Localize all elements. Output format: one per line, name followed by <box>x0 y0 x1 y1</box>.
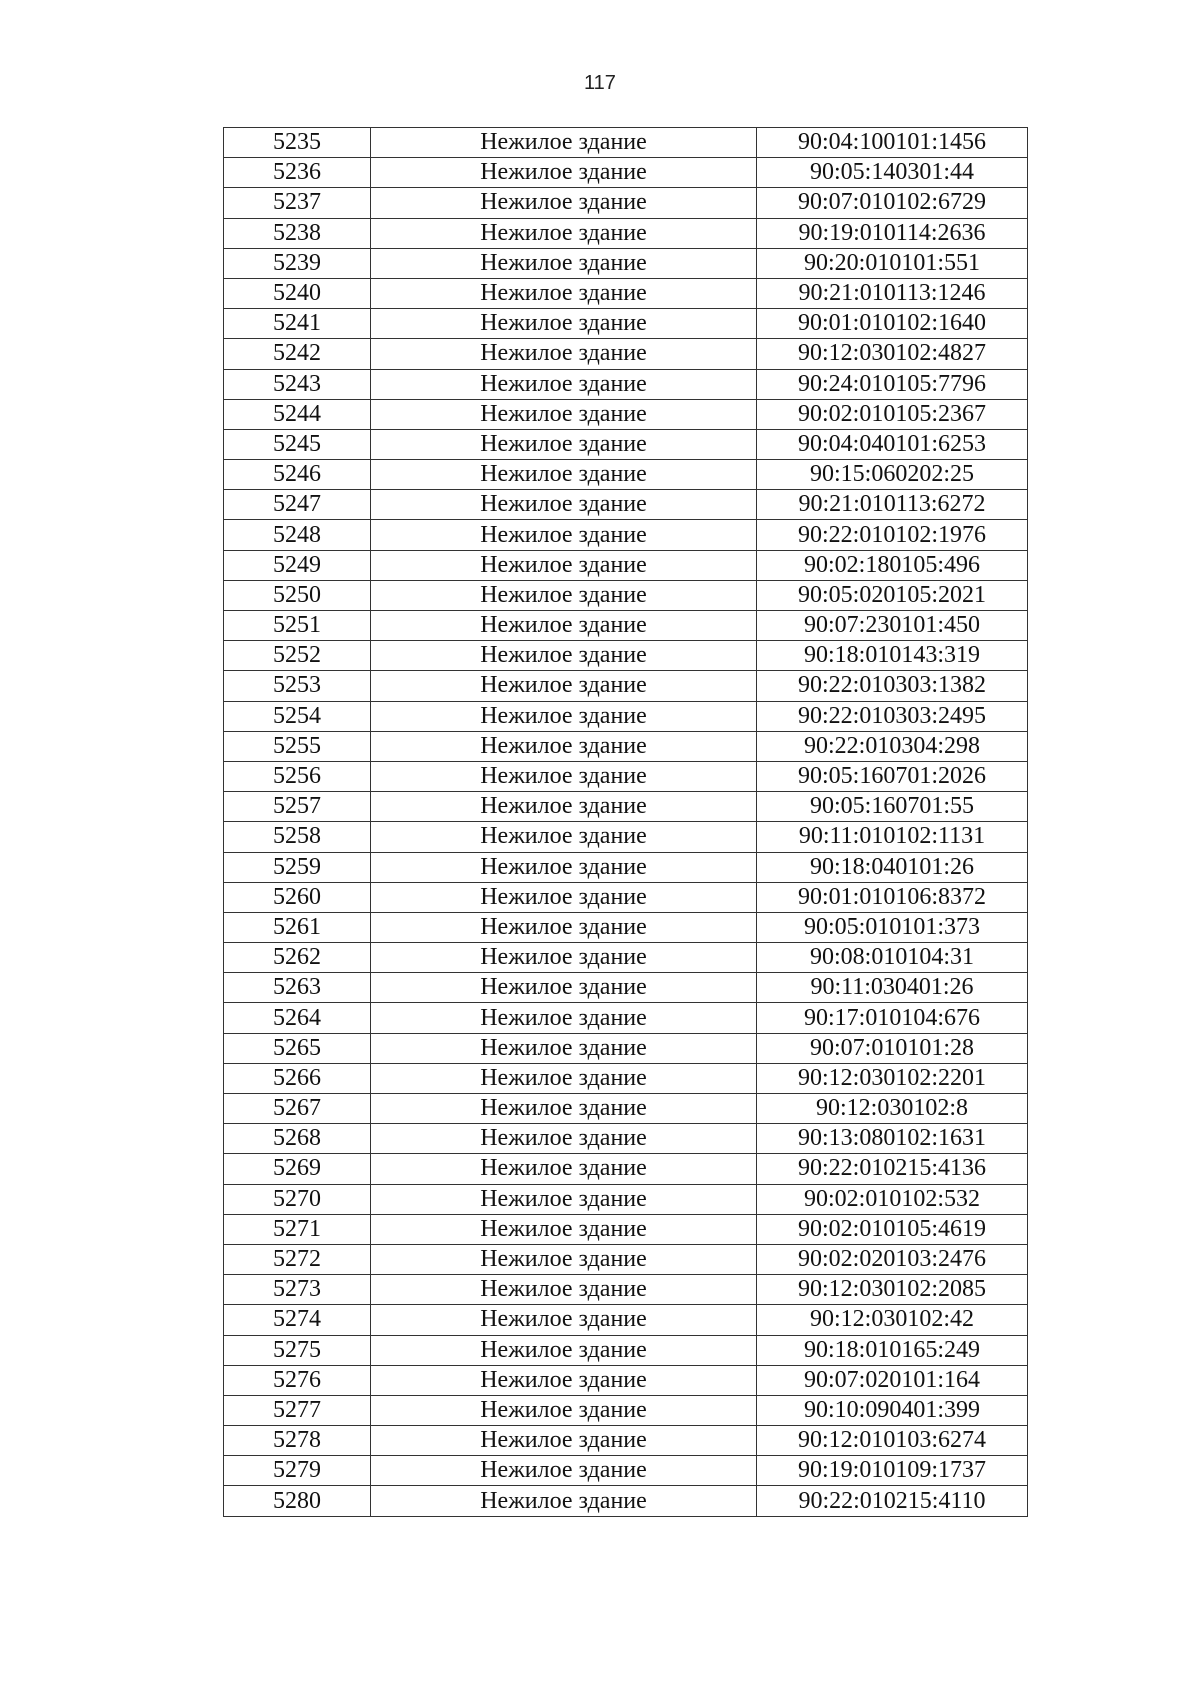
object-type-cell: Нежилое здание <box>371 611 757 641</box>
object-type-cell: Нежилое здание <box>371 1154 757 1184</box>
cadastral-number-cell: 90:07:020101:164 <box>757 1365 1028 1395</box>
table-row <box>224 520 1028 550</box>
registry-table <box>223 127 1028 1517</box>
row-number-cell: 5274 <box>224 1305 371 1335</box>
cadastral-number-cell: 90:21:010113:1246 <box>757 278 1028 308</box>
table-row <box>224 278 1028 308</box>
object-type-cell: Нежилое здание <box>371 1486 757 1516</box>
table-row <box>224 1244 1028 1274</box>
row-number-cell: 5259 <box>224 852 371 882</box>
object-type-cell: Нежилое здание <box>371 369 757 399</box>
row-number-cell: 5241 <box>224 309 371 339</box>
table-row <box>224 912 1028 942</box>
object-type-cell: Нежилое здание <box>371 399 757 429</box>
object-type-cell: Нежилое здание <box>371 278 757 308</box>
cadastral-number-cell: 90:24:010105:7796 <box>757 369 1028 399</box>
table-row <box>224 973 1028 1003</box>
cadastral-number-cell: 90:02:010105:2367 <box>757 399 1028 429</box>
cadastral-number-cell: 90:22:010304:298 <box>757 731 1028 761</box>
row-number-cell: 5260 <box>224 882 371 912</box>
cadastral-number-cell: 90:01:010106:8372 <box>757 882 1028 912</box>
row-number-cell: 5264 <box>224 1003 371 1033</box>
table-row <box>224 218 1028 248</box>
table-row <box>224 339 1028 369</box>
cadastral-number-cell: 90:21:010113:6272 <box>757 490 1028 520</box>
row-number-cell: 5245 <box>224 429 371 459</box>
table-row <box>224 792 1028 822</box>
row-number-cell: 5258 <box>224 822 371 852</box>
object-type-cell: Нежилое здание <box>371 943 757 973</box>
table-row <box>224 490 1028 520</box>
cadastral-number-cell: 90:12:030102:42 <box>757 1305 1028 1335</box>
table-row <box>224 248 1028 278</box>
row-number-cell: 5250 <box>224 580 371 610</box>
cadastral-number-cell: 90:11:010102:1131 <box>757 822 1028 852</box>
row-number-cell: 5275 <box>224 1335 371 1365</box>
table-row <box>224 1456 1028 1486</box>
row-number-cell: 5276 <box>224 1365 371 1395</box>
table-row <box>224 1214 1028 1244</box>
table-row <box>224 882 1028 912</box>
object-type-cell: Нежилое здание <box>371 1094 757 1124</box>
cadastral-number-cell: 90:19:010114:2636 <box>757 218 1028 248</box>
cadastral-number-cell: 90:05:160701:2026 <box>757 761 1028 791</box>
cadastral-number-cell: 90:18:010143:319 <box>757 641 1028 671</box>
table-row <box>224 399 1028 429</box>
table-row <box>224 943 1028 973</box>
object-type-cell: Нежилое здание <box>371 1305 757 1335</box>
row-number-cell: 5253 <box>224 671 371 701</box>
row-number-cell: 5244 <box>224 399 371 429</box>
table-row <box>224 128 1028 158</box>
cadastral-number-cell: 90:05:160701:55 <box>757 792 1028 822</box>
row-number-cell: 5261 <box>224 912 371 942</box>
cadastral-number-cell: 90:12:030102:2201 <box>757 1063 1028 1093</box>
cadastral-number-cell: 90:12:030102:4827 <box>757 339 1028 369</box>
table-row <box>224 1154 1028 1184</box>
cadastral-number-cell: 90:07:010102:6729 <box>757 188 1028 218</box>
row-number-cell: 5268 <box>224 1124 371 1154</box>
cadastral-number-cell: 90:05:010101:373 <box>757 912 1028 942</box>
row-number-cell: 5254 <box>224 701 371 731</box>
object-type-cell: Нежилое здание <box>371 822 757 852</box>
object-type-cell: Нежилое здание <box>371 580 757 610</box>
row-number-cell: 5246 <box>224 460 371 490</box>
row-number-cell: 5278 <box>224 1426 371 1456</box>
object-type-cell: Нежилое здание <box>371 882 757 912</box>
object-type-cell: Нежилое здание <box>371 188 757 218</box>
object-type-cell: Нежилое здание <box>371 128 757 158</box>
object-type-cell: Нежилое здание <box>371 1395 757 1425</box>
object-type-cell: Нежилое здание <box>371 339 757 369</box>
row-number-cell: 5267 <box>224 1094 371 1124</box>
row-number-cell: 5270 <box>224 1184 371 1214</box>
table-row <box>224 611 1028 641</box>
row-number-cell: 5272 <box>224 1244 371 1274</box>
table-row <box>224 1094 1028 1124</box>
cadastral-number-cell: 90:18:010165:249 <box>757 1335 1028 1365</box>
object-type-cell: Нежилое здание <box>371 1124 757 1154</box>
object-type-cell: Нежилое здание <box>371 218 757 248</box>
object-type-cell: Нежилое здание <box>371 1275 757 1305</box>
object-type-cell: Нежилое здание <box>371 1365 757 1395</box>
row-number-cell: 5243 <box>224 369 371 399</box>
cadastral-number-cell: 90:04:040101:6253 <box>757 429 1028 459</box>
table-row <box>224 1124 1028 1154</box>
row-number-cell: 5252 <box>224 641 371 671</box>
object-type-cell: Нежилое здание <box>371 1335 757 1365</box>
cadastral-number-cell: 90:13:080102:1631 <box>757 1124 1028 1154</box>
row-number-cell: 5242 <box>224 339 371 369</box>
cadastral-number-cell: 90:05:020105:2021 <box>757 580 1028 610</box>
cadastral-number-cell: 90:18:040101:26 <box>757 852 1028 882</box>
table-row <box>224 731 1028 761</box>
cadastral-number-cell: 90:12:030102:2085 <box>757 1275 1028 1305</box>
object-type-cell: Нежилое здание <box>371 520 757 550</box>
object-type-cell: Нежилое здание <box>371 1184 757 1214</box>
table-row <box>224 580 1028 610</box>
cadastral-number-cell: 90:22:010303:1382 <box>757 671 1028 701</box>
cadastral-number-cell: 90:22:010102:1976 <box>757 520 1028 550</box>
object-type-cell: Нежилое здание <box>371 1033 757 1063</box>
table-row <box>224 761 1028 791</box>
row-number-cell: 5262 <box>224 943 371 973</box>
row-number-cell: 5235 <box>224 128 371 158</box>
cadastral-number-cell: 90:07:010101:28 <box>757 1033 1028 1063</box>
row-number-cell: 5236 <box>224 158 371 188</box>
object-type-cell: Нежилое здание <box>371 761 757 791</box>
table-row <box>224 1486 1028 1516</box>
cadastral-number-cell: 90:10:090401:399 <box>757 1395 1028 1425</box>
object-type-cell: Нежилое здание <box>371 550 757 580</box>
object-type-cell: Нежилое здание <box>371 248 757 278</box>
cadastral-number-cell: 90:22:010215:4110 <box>757 1486 1028 1516</box>
cadastral-number-cell: 90:22:010303:2495 <box>757 701 1028 731</box>
cadastral-number-cell: 90:07:230101:450 <box>757 611 1028 641</box>
object-type-cell: Нежилое здание <box>371 1063 757 1093</box>
table-row <box>224 1365 1028 1395</box>
row-number-cell: 5269 <box>224 1154 371 1184</box>
row-number-cell: 5263 <box>224 973 371 1003</box>
cadastral-number-cell: 90:12:030102:8 <box>757 1094 1028 1124</box>
cadastral-number-cell: 90:17:010104:676 <box>757 1003 1028 1033</box>
row-number-cell: 5237 <box>224 188 371 218</box>
table-row <box>224 309 1028 339</box>
table-row <box>224 852 1028 882</box>
row-number-cell: 5256 <box>224 761 371 791</box>
table-row <box>224 822 1028 852</box>
cadastral-number-cell: 90:02:010102:532 <box>757 1184 1028 1214</box>
table-body <box>224 128 1028 1517</box>
cadastral-number-cell: 90:20:010101:551 <box>757 248 1028 278</box>
table-row <box>224 1063 1028 1093</box>
object-type-cell: Нежилое здание <box>371 158 757 188</box>
object-type-cell: Нежилое здание <box>371 671 757 701</box>
row-number-cell: 5266 <box>224 1063 371 1093</box>
table-row <box>224 1275 1028 1305</box>
cadastral-number-cell: 90:05:140301:44 <box>757 158 1028 188</box>
table-row <box>224 701 1028 731</box>
object-type-cell: Нежилое здание <box>371 1456 757 1486</box>
object-type-cell: Нежилое здание <box>371 1244 757 1274</box>
table-row <box>224 429 1028 459</box>
table-row <box>224 1033 1028 1063</box>
table-row <box>224 1395 1028 1425</box>
cadastral-number-cell: 90:02:010105:4619 <box>757 1214 1028 1244</box>
row-number-cell: 5271 <box>224 1214 371 1244</box>
table-row <box>224 671 1028 701</box>
row-number-cell: 5265 <box>224 1033 371 1063</box>
table-row <box>224 1184 1028 1214</box>
row-number-cell: 5279 <box>224 1456 371 1486</box>
cadastral-number-cell: 90:02:180105:496 <box>757 550 1028 580</box>
cadastral-number-cell: 90:19:010109:1737 <box>757 1456 1028 1486</box>
table-row <box>224 1335 1028 1365</box>
cadastral-number-cell: 90:15:060202:25 <box>757 460 1028 490</box>
row-number-cell: 5255 <box>224 731 371 761</box>
row-number-cell: 5239 <box>224 248 371 278</box>
table-row <box>224 188 1028 218</box>
cadastral-number-cell: 90:04:100101:1456 <box>757 128 1028 158</box>
object-type-cell: Нежилое здание <box>371 460 757 490</box>
row-number-cell: 5257 <box>224 792 371 822</box>
cadastral-number-cell: 90:12:010103:6274 <box>757 1426 1028 1456</box>
object-type-cell: Нежилое здание <box>371 429 757 459</box>
table-row <box>224 641 1028 671</box>
cadastral-number-cell: 90:02:020103:2476 <box>757 1244 1028 1274</box>
table-row <box>224 550 1028 580</box>
row-number-cell: 5277 <box>224 1395 371 1425</box>
row-number-cell: 5238 <box>224 218 371 248</box>
object-type-cell: Нежилое здание <box>371 641 757 671</box>
row-number-cell: 5248 <box>224 520 371 550</box>
object-type-cell: Нежилое здание <box>371 1426 757 1456</box>
row-number-cell: 5249 <box>224 550 371 580</box>
table-row <box>224 1003 1028 1033</box>
cadastral-number-cell: 90:08:010104:31 <box>757 943 1028 973</box>
cadastral-number-cell: 90:01:010102:1640 <box>757 309 1028 339</box>
cadastral-number-cell: 90:22:010215:4136 <box>757 1154 1028 1184</box>
object-type-cell: Нежилое здание <box>371 1003 757 1033</box>
table-row <box>224 1426 1028 1456</box>
object-type-cell: Нежилое здание <box>371 490 757 520</box>
page-number: 117 <box>584 72 616 94</box>
object-type-cell: Нежилое здание <box>371 701 757 731</box>
object-type-cell: Нежилое здание <box>371 912 757 942</box>
cadastral-number-cell: 90:11:030401:26 <box>757 973 1028 1003</box>
object-type-cell: Нежилое здание <box>371 852 757 882</box>
row-number-cell: 5280 <box>224 1486 371 1516</box>
row-number-cell: 5251 <box>224 611 371 641</box>
row-number-cell: 5247 <box>224 490 371 520</box>
table-row <box>224 1305 1028 1335</box>
object-type-cell: Нежилое здание <box>371 792 757 822</box>
row-number-cell: 5240 <box>224 278 371 308</box>
object-type-cell: Нежилое здание <box>371 731 757 761</box>
table-row <box>224 158 1028 188</box>
table-row <box>224 460 1028 490</box>
object-type-cell: Нежилое здание <box>371 973 757 1003</box>
row-number-cell: 5273 <box>224 1275 371 1305</box>
object-type-cell: Нежилое здание <box>371 309 757 339</box>
table-row <box>224 369 1028 399</box>
object-type-cell: Нежилое здание <box>371 1214 757 1244</box>
